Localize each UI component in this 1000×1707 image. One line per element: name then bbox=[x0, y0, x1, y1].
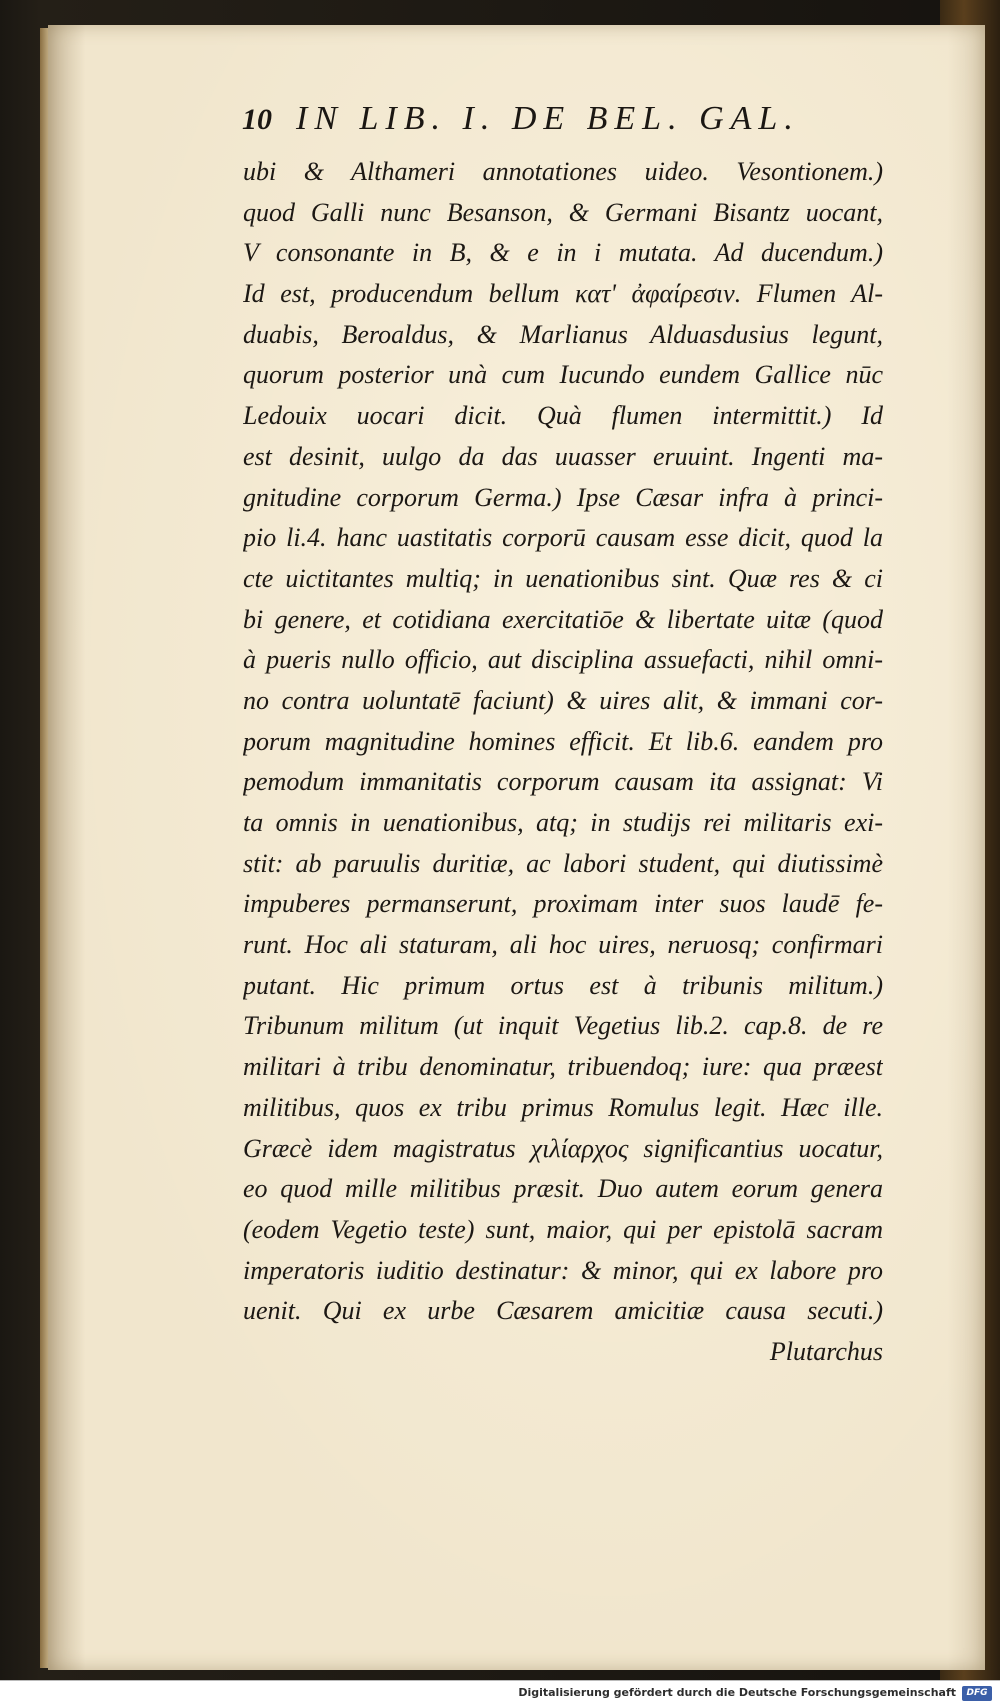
text-line: quorum posterior unà cum Iucundo eundem Gallice nūc bbox=[243, 360, 883, 390]
text-line: duabis, Beroaldus, & Marlianus Alduasdusius legunt, bbox=[243, 319, 883, 349]
text-line: imperatoris iuditio destinatur: & minor, qui ex labore pro bbox=[243, 1255, 883, 1285]
text-line: eo quod mille militibus præsit. Duo autem eorum genera bbox=[243, 1174, 883, 1204]
text-line: porum magnitudine homines efficit. Et lib.6. eandem pro bbox=[243, 726, 883, 756]
text-line: est desinit, uulgo da das uuasser eruuint. Ingenti ma- bbox=[243, 441, 883, 471]
text-line: Id est, producendum bellum κατ' ἀφαίρεσιν. Flumen Al- bbox=[243, 279, 883, 309]
text-line: militibus, quos ex tribu primus Romulus legit. Hæc ille. bbox=[243, 1092, 883, 1122]
text-line: runt. Hoc ali staturam, ali hoc uires, neruosq; confirmari bbox=[243, 930, 883, 960]
running-head-title: IN LIB. I. DE BEL. GAL. bbox=[296, 100, 800, 137]
funding-credit: Digitalisierung gefördert durch die Deutsche Forschungsgemeinschaft bbox=[518, 1686, 956, 1699]
text-line: impuberes permanserunt, proximam inter suos laudē fe- bbox=[243, 889, 883, 919]
running-head bbox=[242, 100, 882, 150]
body-text bbox=[243, 152, 883, 1373]
text-line: V consonante in B, & e in i mutata. Ad ducendum.) bbox=[243, 238, 883, 268]
text-line: Tribunum militum (ut inquit Vegetius lib.2. cap.8. de re bbox=[243, 1011, 883, 1041]
text-line: Ledouix uocari dicit. Quà flumen intermittit.) Id bbox=[243, 401, 883, 431]
text-line: quod Galli nunc Besanson, & Germani Bisantz uocant, bbox=[243, 197, 883, 227]
text-line: stit: ab paruulis duritiæ, ac labori student, qui diutissimè bbox=[243, 848, 883, 878]
text-line: militari à tribu denominatur, tribuendoq; iure: qua præest bbox=[243, 1052, 883, 1082]
text-line: no contra uoluntatē faciunt) & uires alit, & immani cor- bbox=[243, 685, 883, 715]
text-line: pio li.4. hanc uastitatis corporū causam esse dicit, quod la bbox=[243, 523, 883, 553]
text-line: gnitudine corporum Germa.) Ipse Cæsar infra à princi- bbox=[243, 482, 883, 512]
text-line: pemodum immanitatis corporum causam ita assignat: Vi bbox=[243, 767, 883, 797]
text-line: bi genere, et cotidiana exercitatiōe & libertate uitæ (quod bbox=[243, 604, 883, 634]
dfg-logo: DFG bbox=[962, 1686, 992, 1701]
text-line: Plutarchus bbox=[769, 1336, 883, 1366]
text-line: uenit. Qui ex urbe Cæsarem amicitiæ causa secuti.) bbox=[243, 1296, 883, 1326]
text-line: ta omnis in uenationibus, atq; in studijs rei militaris exi- bbox=[243, 808, 883, 837]
text-line: cte uictitantes multiq; in uenationibus sint. Quæ res & ci bbox=[243, 563, 883, 593]
page-number: 10 bbox=[242, 103, 272, 136]
text-line: à pueris nullo officio, aut disciplina assuefacti, nihil omni- bbox=[243, 645, 883, 675]
digitization-footer bbox=[0, 1680, 1000, 1707]
text-line: (eodem Vegetio teste) sunt, maior, qui per epistolā sacram bbox=[243, 1214, 883, 1244]
text-line: ubi & Althameri annotationes uideo. Vesontionem.) bbox=[243, 157, 883, 186]
text-line: Græcè idem magistratus χιλίαρχος significantius uocatur, bbox=[243, 1133, 883, 1163]
text-line: putant. Hic primum ortus est à tribunis militum.) bbox=[243, 970, 883, 1000]
